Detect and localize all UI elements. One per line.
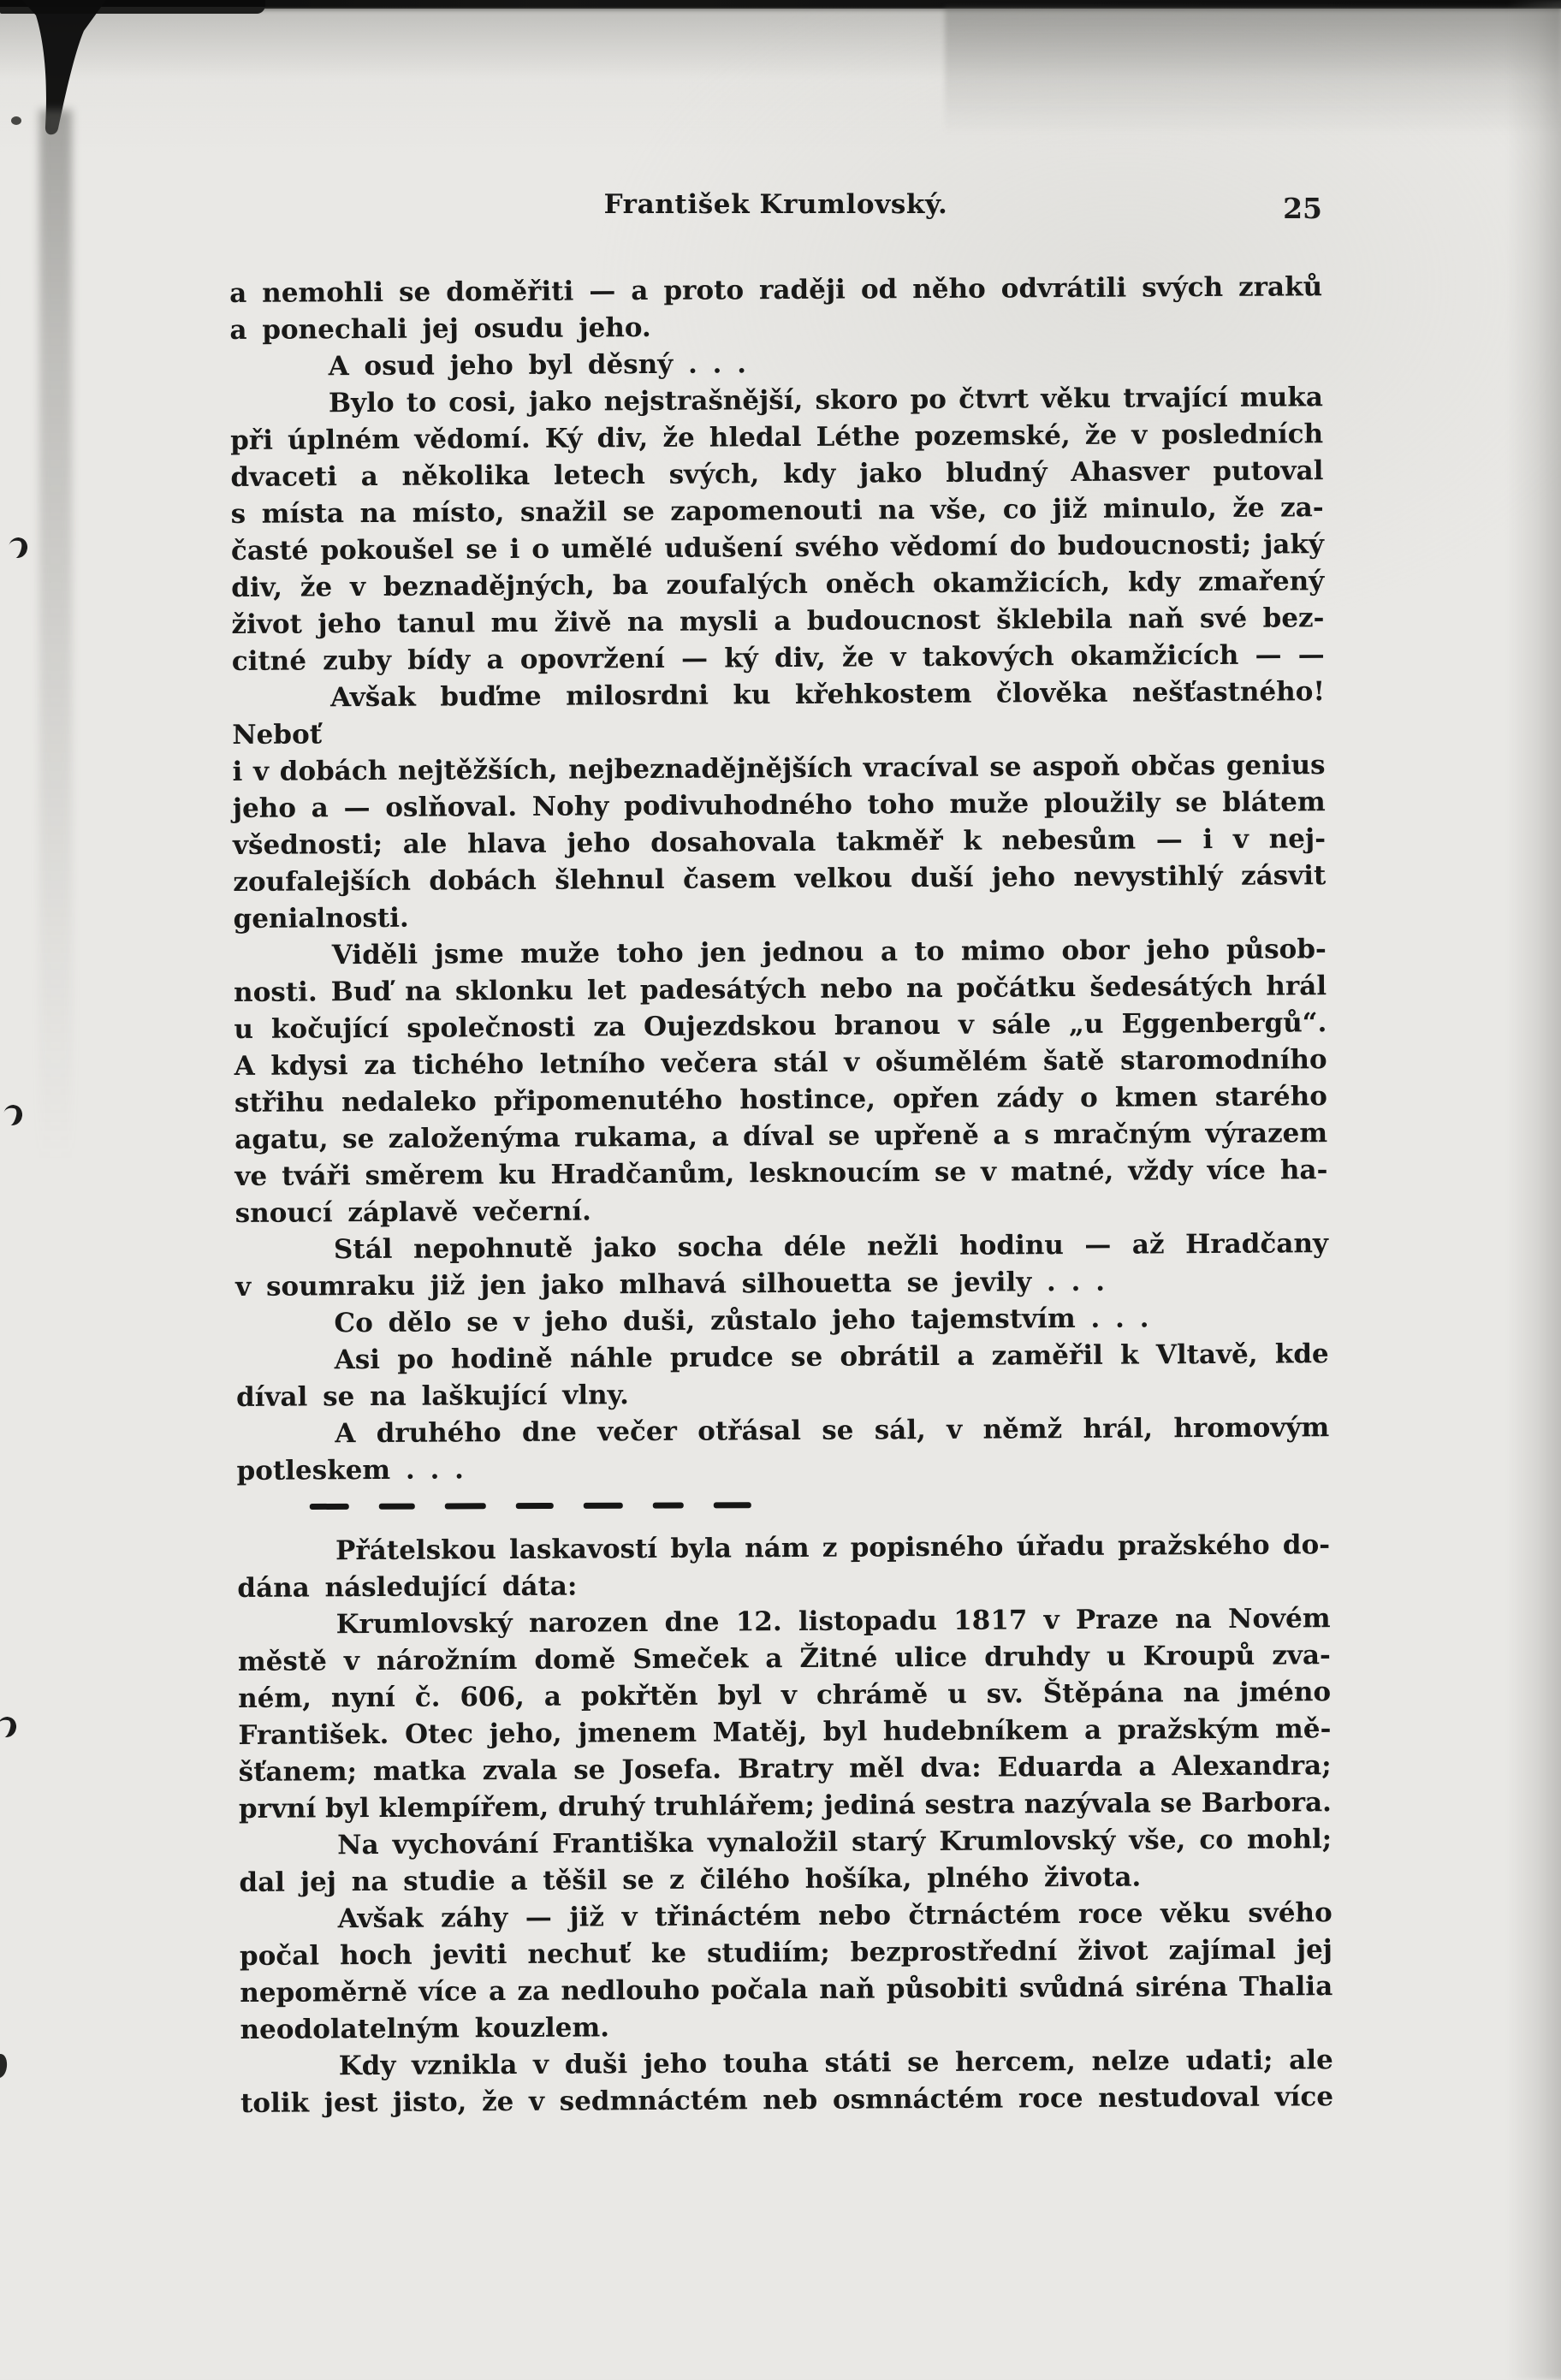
margin-ink-mark-3 (0, 1715, 19, 1740)
text-line: genialnosti. (233, 902, 409, 935)
text-line: Viděli jsme muže toho jen jednou a to mimo obor jeho působ- (331, 934, 1327, 971)
section-divider (237, 1485, 1330, 1525)
text-line: počal hoch jeviti nechuť ke studiím; bezprostřední život zajímal jej (239, 1934, 1333, 1972)
page-number: 25 (1283, 192, 1322, 225)
margin-ink-mark-1 (6, 536, 29, 561)
text-line: dána následující dáta: (237, 1570, 578, 1604)
text-line: nepoměrně více a za nedlouho počala naň působiti svůdná siréna Thalia (240, 1971, 1333, 2009)
text-line: snoucí záplavě večerní. (234, 1196, 591, 1229)
text-line: Krumlovský narozen dne 12. listopadu 1817 v Praze na Novém (335, 1603, 1331, 1641)
text-line: městě v nárožním domě Smeček a Žitné ulice druhdy u Kroupů zva- (237, 1640, 1331, 1677)
text-line: Stál nepohnutě jako socha déle nežli hodinu — až Hradčany (333, 1228, 1329, 1266)
text-line: Kdy vznikla v duši jeho touha státi se hercem, nelze udati; ale (338, 2045, 1333, 2082)
text-line: citné zuby bídy a opovržení — ký div, že v takových okamžicích — — (231, 639, 1325, 677)
divider-dash (584, 1503, 623, 1509)
text-line: Co dělo se v jeho duši, zůstalo jeho tajemstvím . . . (334, 1303, 1149, 1339)
page-title: František Krumlovský. (603, 189, 948, 220)
text-line: s místa na místo, snažil se zapomenouti na vše, co již minulo, že za- (230, 492, 1324, 530)
text-line: ve tváři směrem ku Hradčanům, lesknoucím se v matné, vždy více ha- (234, 1154, 1328, 1192)
text-line: všednosti; ale hlava jeho dosahovala takměř k nebesům — i v nej- (232, 823, 1327, 861)
text-line: život jeho tanul mu živě na mysli a budoucnost šklebila naň své bez- (231, 602, 1325, 640)
divider-dash (445, 1503, 486, 1509)
text-line: i v dobách nejtěžších, nejbeznadějnějších vracíval se aspoň občas genius (232, 750, 1326, 787)
scan-right-edge-shadow (1506, 0, 1561, 2380)
text-line: šťanem; matka zvala se Josefa. Bratry měl dva: Eduarda a Alexandra; (238, 1750, 1332, 1788)
text-line: dvaceti a několika letech svých, kdy jako bludný Ahasver putoval (230, 455, 1324, 493)
text-line: a ponechali jej osudu jeho. (229, 312, 651, 346)
text-line: František. Otec jeho, jmenem Matěj, byl hudebníkem a pražským mě- (238, 1713, 1332, 1751)
text-line: Přátelskou laskavostí byla nám z popisného úřadu pražského do- (335, 1529, 1331, 1567)
text-line: A osud jeho byl děsný . . . (328, 348, 747, 383)
scan-top-right-shading (945, 7, 1561, 135)
text-line: u kočující společnosti za Oujezdskou branou v sále „u Eggenbergů“. (234, 1007, 1327, 1045)
margin-ink-mark-2 (1, 1103, 24, 1128)
text-line: A druhého dne večer otřásal se sál, v němž hrál, hromovým (335, 1412, 1330, 1450)
text-line: první byl klempířem, druhý truhlářem; jediná sestra nazývala se Barbora. (238, 1787, 1332, 1825)
text-line: potleskem . . . (236, 1454, 465, 1487)
divider-dash (310, 1504, 349, 1510)
text-line: div, že v beznadějných, ba zoufalých oněch okamžicích, kdy zmařený (231, 566, 1325, 603)
scan-gutter-shadow (39, 110, 72, 1162)
text-line: agatu, se založenýma rukama, a díval se upřeně a s mračným výrazem (234, 1118, 1328, 1155)
divider-dash (379, 1504, 415, 1510)
divider-dash (653, 1502, 684, 1508)
text-line: Na vychování Františka vynaložil starý Krumlovský vše, co mohl; (337, 1824, 1332, 1861)
divider-dash (516, 1503, 554, 1509)
text-line: A kdysi za tichého letního večera stál v ošumělém šatě staromodního (234, 1044, 1327, 1082)
text-line: zoufalejších dobách šlehnul časem velkou duší jeho nevystihlý zásvit (233, 860, 1327, 898)
text-line: při úplném vědomí. Ký div, že hledal Léthe pozemské, že v posledních (230, 418, 1324, 456)
text-line: Asi po hodině náhle prudce se obrátil a zaměřil k Vltavě, kde (334, 1338, 1329, 1376)
text-line: díval se na laškující vlny. (235, 1380, 629, 1413)
text-line: neodolatelným kouzlem. (240, 2012, 610, 2045)
text-line: nosti. Buď na sklonku let padesátých nebo na počátku šedesátých hrál (234, 970, 1327, 1008)
text-line: střihu nedaleko připomenutého hostince, opřen zády o kmen starého (234, 1081, 1327, 1119)
text-line: Avšak záhy — již v třináctém nebo čtrnáctém roce věku svého (337, 1897, 1332, 1935)
text-line: v soumraku již jen jako mlhavá silhouetta se jevily . . . (235, 1266, 1106, 1303)
text-line: jeho a — oslňoval. Nohy podivuhodného toho muže ploužily se blátem (232, 786, 1326, 824)
divider-dash (714, 1502, 751, 1508)
text-line: ném, nyní č. 606, a pokřtěn byl v chrámě u sv. Štěpána na jméno (238, 1677, 1332, 1714)
text-line: Avšak buďme milosrdni ku křehkostem člověka nešťastného! Neboť (232, 676, 1326, 751)
text-column (229, 269, 1333, 2122)
text-line: Bylo to cosi, jako nejstrašnější, skoro po čtvrt věku trvající muka (328, 382, 1324, 419)
text-line: tolik jest jisto, že v sedmnáctém neb osmnáctém roce nestudoval více (240, 2081, 1334, 2119)
text-line: časté pokoušel se i o umělé udušení svého vědomí do budoucnosti; jaký (230, 529, 1325, 567)
text-line: a nemohli se doměřiti — a proto raději od něho odvrátili svých zraků (229, 271, 1323, 309)
text-line: dal jej na studie a těšil se z čilého hošíka, plného života. (239, 1861, 1142, 1898)
running-header (229, 189, 1322, 223)
margin-ink-mark-4 (0, 2053, 9, 2079)
